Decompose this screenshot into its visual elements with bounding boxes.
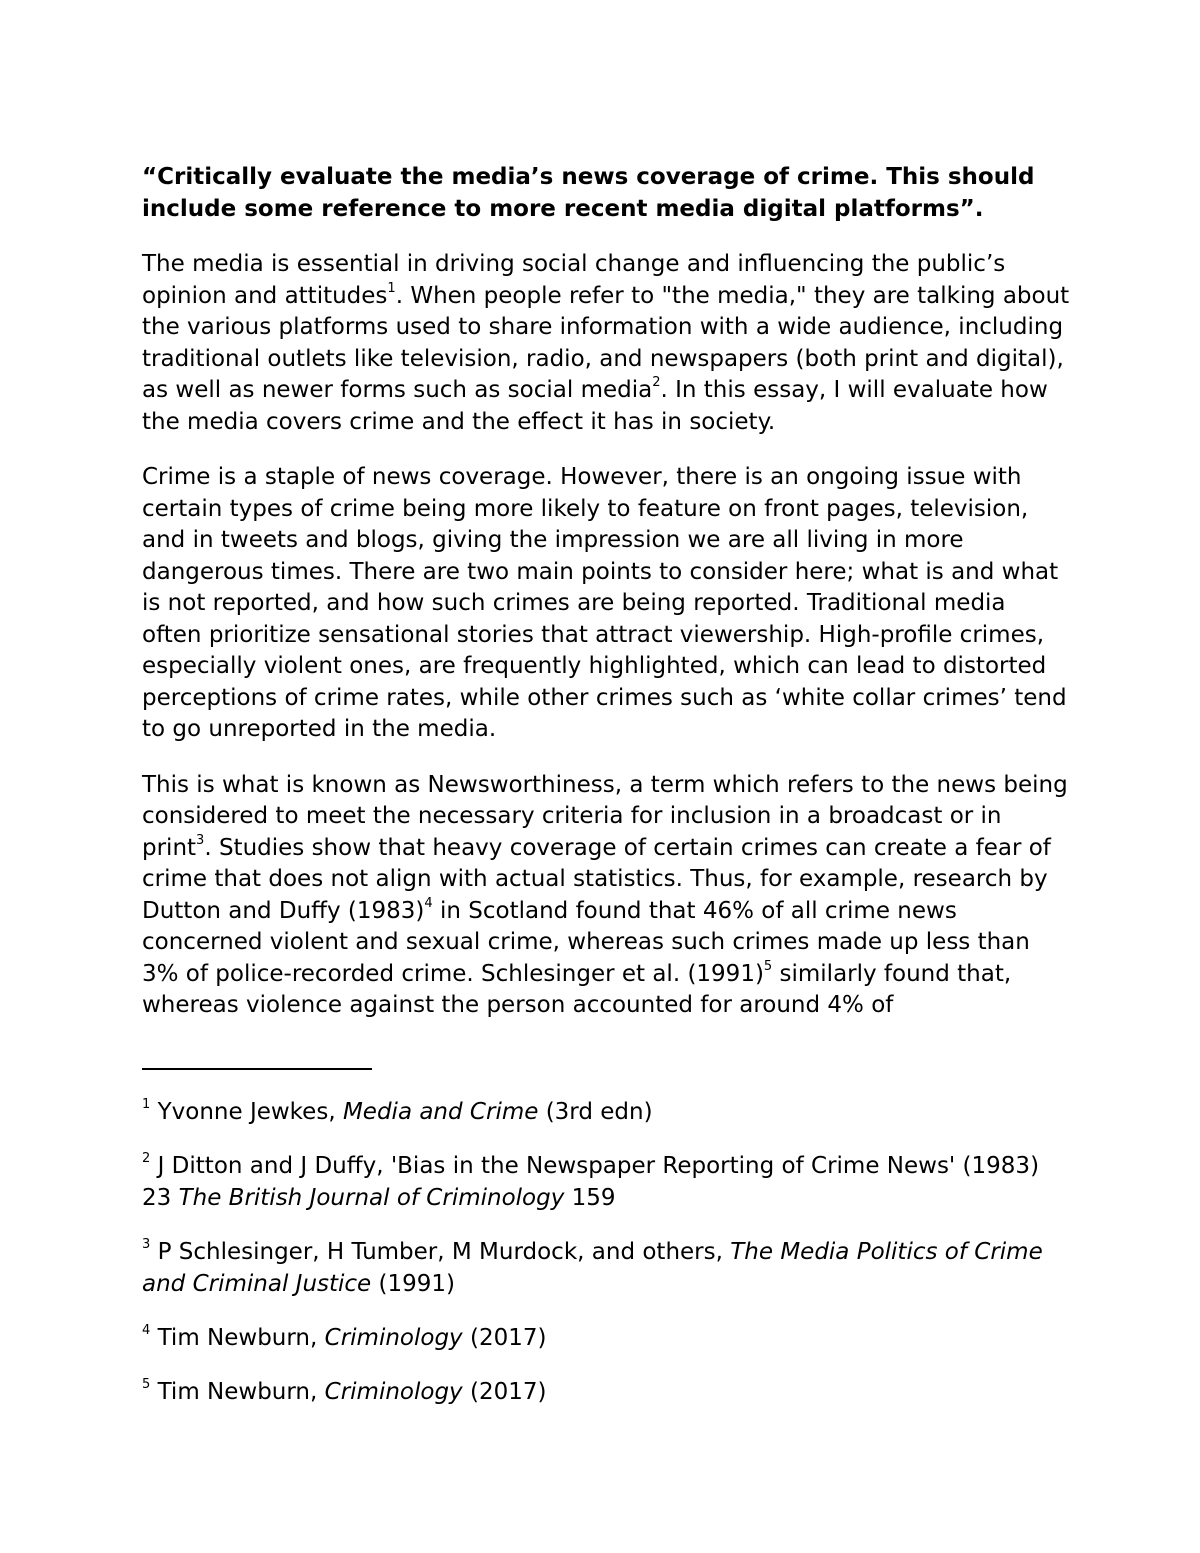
document-body bbox=[142, 161, 1072, 1046]
footnote-number: 3 bbox=[142, 1237, 151, 1253]
paragraph-text: similarly found that, whereas violence against the person accounted for around 4% of bbox=[142, 960, 1012, 1018]
footnote-number: 1 bbox=[142, 1097, 151, 1113]
footnote-number: 2 bbox=[142, 1151, 151, 1167]
footnote-text: (1991) bbox=[371, 1271, 455, 1297]
footnote-italic-title: Criminology bbox=[324, 1325, 463, 1351]
footnote-text: 159 bbox=[564, 1185, 616, 1211]
paragraph-text: . Studies show that heavy coverage of certain crimes can create a fear of crime that does not align with actual statistics. Thus, for example, research by Dutton and Duffy (1983) bbox=[142, 834, 1051, 924]
footnote-text: (2017) bbox=[462, 1325, 547, 1351]
paragraph-text: . When people refer to "the media," they are talking about the various platforms used to share information with a wide audience, including traditional outlets like television, radio, and newspapers (both print and digital), as well as newer forms such as social media bbox=[142, 282, 1070, 403]
footnote-text: P Schlesinger, H Tumber, M Murdock, and others, bbox=[150, 1239, 731, 1265]
footnote-item bbox=[142, 1322, 1072, 1354]
footnote-item bbox=[142, 1236, 1072, 1300]
paragraph-text: . In this essay, I will evaluate how the media covers crime and the effect it has in society. bbox=[142, 377, 1048, 435]
footnote-number: 5 bbox=[142, 1377, 151, 1393]
footnote-text: (2017) bbox=[462, 1379, 547, 1405]
footnote-text: Tim Newburn, bbox=[150, 1325, 325, 1351]
paragraph-crime-coverage: Crime is a staple of news coverage. However, there is an ongoing issue with certain types of crime being more likely to feature on front pages, television, and in tweets and blogs, giving the impression we are all living in more dangerous times. There are two main points to consider here; what is and what is not reported, and how such crimes are being reported. Traditional media often prioritize sensational stories that attract viewership. High-profile crimes, especially violent ones, are frequently highlighted, which can lead to distorted perceptions of crime rates, while other crimes such as ‘white collar crimes’ tend to go unreported in the media. bbox=[142, 464, 1067, 742]
footnote-italic-title: Criminology bbox=[324, 1379, 463, 1405]
footnote-item bbox=[142, 1150, 1072, 1214]
paragraph-newsworthiness bbox=[142, 770, 1072, 1022]
paragraph-text: in Scotland found that 46% of all crime news concerned violent and sexual crime, whereas such crimes made up less than 3% of police-recorded crime. Schlesinger et al. (1991) bbox=[142, 897, 1030, 987]
footnote-item bbox=[142, 1376, 1072, 1408]
footnote-text: Yvonne Jewkes, bbox=[150, 1099, 343, 1125]
essay-question-title: “Critically evaluate the media’s news coverage of crime. This should include some reference to more recent media digital platforms”. bbox=[142, 164, 1035, 222]
footnote-separator bbox=[142, 1068, 372, 1070]
footnote-italic-title: Media and Crime bbox=[342, 1099, 539, 1125]
paragraph-text: The media is essential in driving social change and influencing the public’s opinion and attitudes bbox=[142, 251, 1006, 309]
footnote-reference[interactable]: 2 bbox=[652, 375, 661, 391]
footnote-item bbox=[142, 1096, 1072, 1128]
footnote-reference[interactable]: 5 bbox=[763, 958, 773, 974]
footnote-text: Tim Newburn, bbox=[150, 1379, 325, 1405]
footnote-text: (3rd edn) bbox=[538, 1099, 653, 1125]
paragraph-text: This is what is known as Newsworthiness, a term which refers to the news being considered to meet the necessary criteria for inclusion in a broadcast or in print bbox=[142, 771, 1068, 861]
footnote-italic-title: The Media Politics of Crime and Criminal Justice bbox=[142, 1239, 1043, 1297]
footnote-reference[interactable]: 4 bbox=[424, 895, 433, 911]
footnote-reference[interactable]: 1 bbox=[387, 280, 396, 296]
footnotes bbox=[142, 1096, 1072, 1430]
footnote-text: J Ditton and J Duffy, 'Bias in the Newspaper Reporting of Crime News' (1983) 23 bbox=[142, 1153, 1040, 1211]
paragraph-intro bbox=[142, 249, 1072, 438]
footnote-reference[interactable]: 3 bbox=[196, 832, 205, 848]
footnote-number: 4 bbox=[142, 1323, 151, 1339]
footnote-italic-title: The British Journal of Criminology bbox=[178, 1185, 565, 1211]
